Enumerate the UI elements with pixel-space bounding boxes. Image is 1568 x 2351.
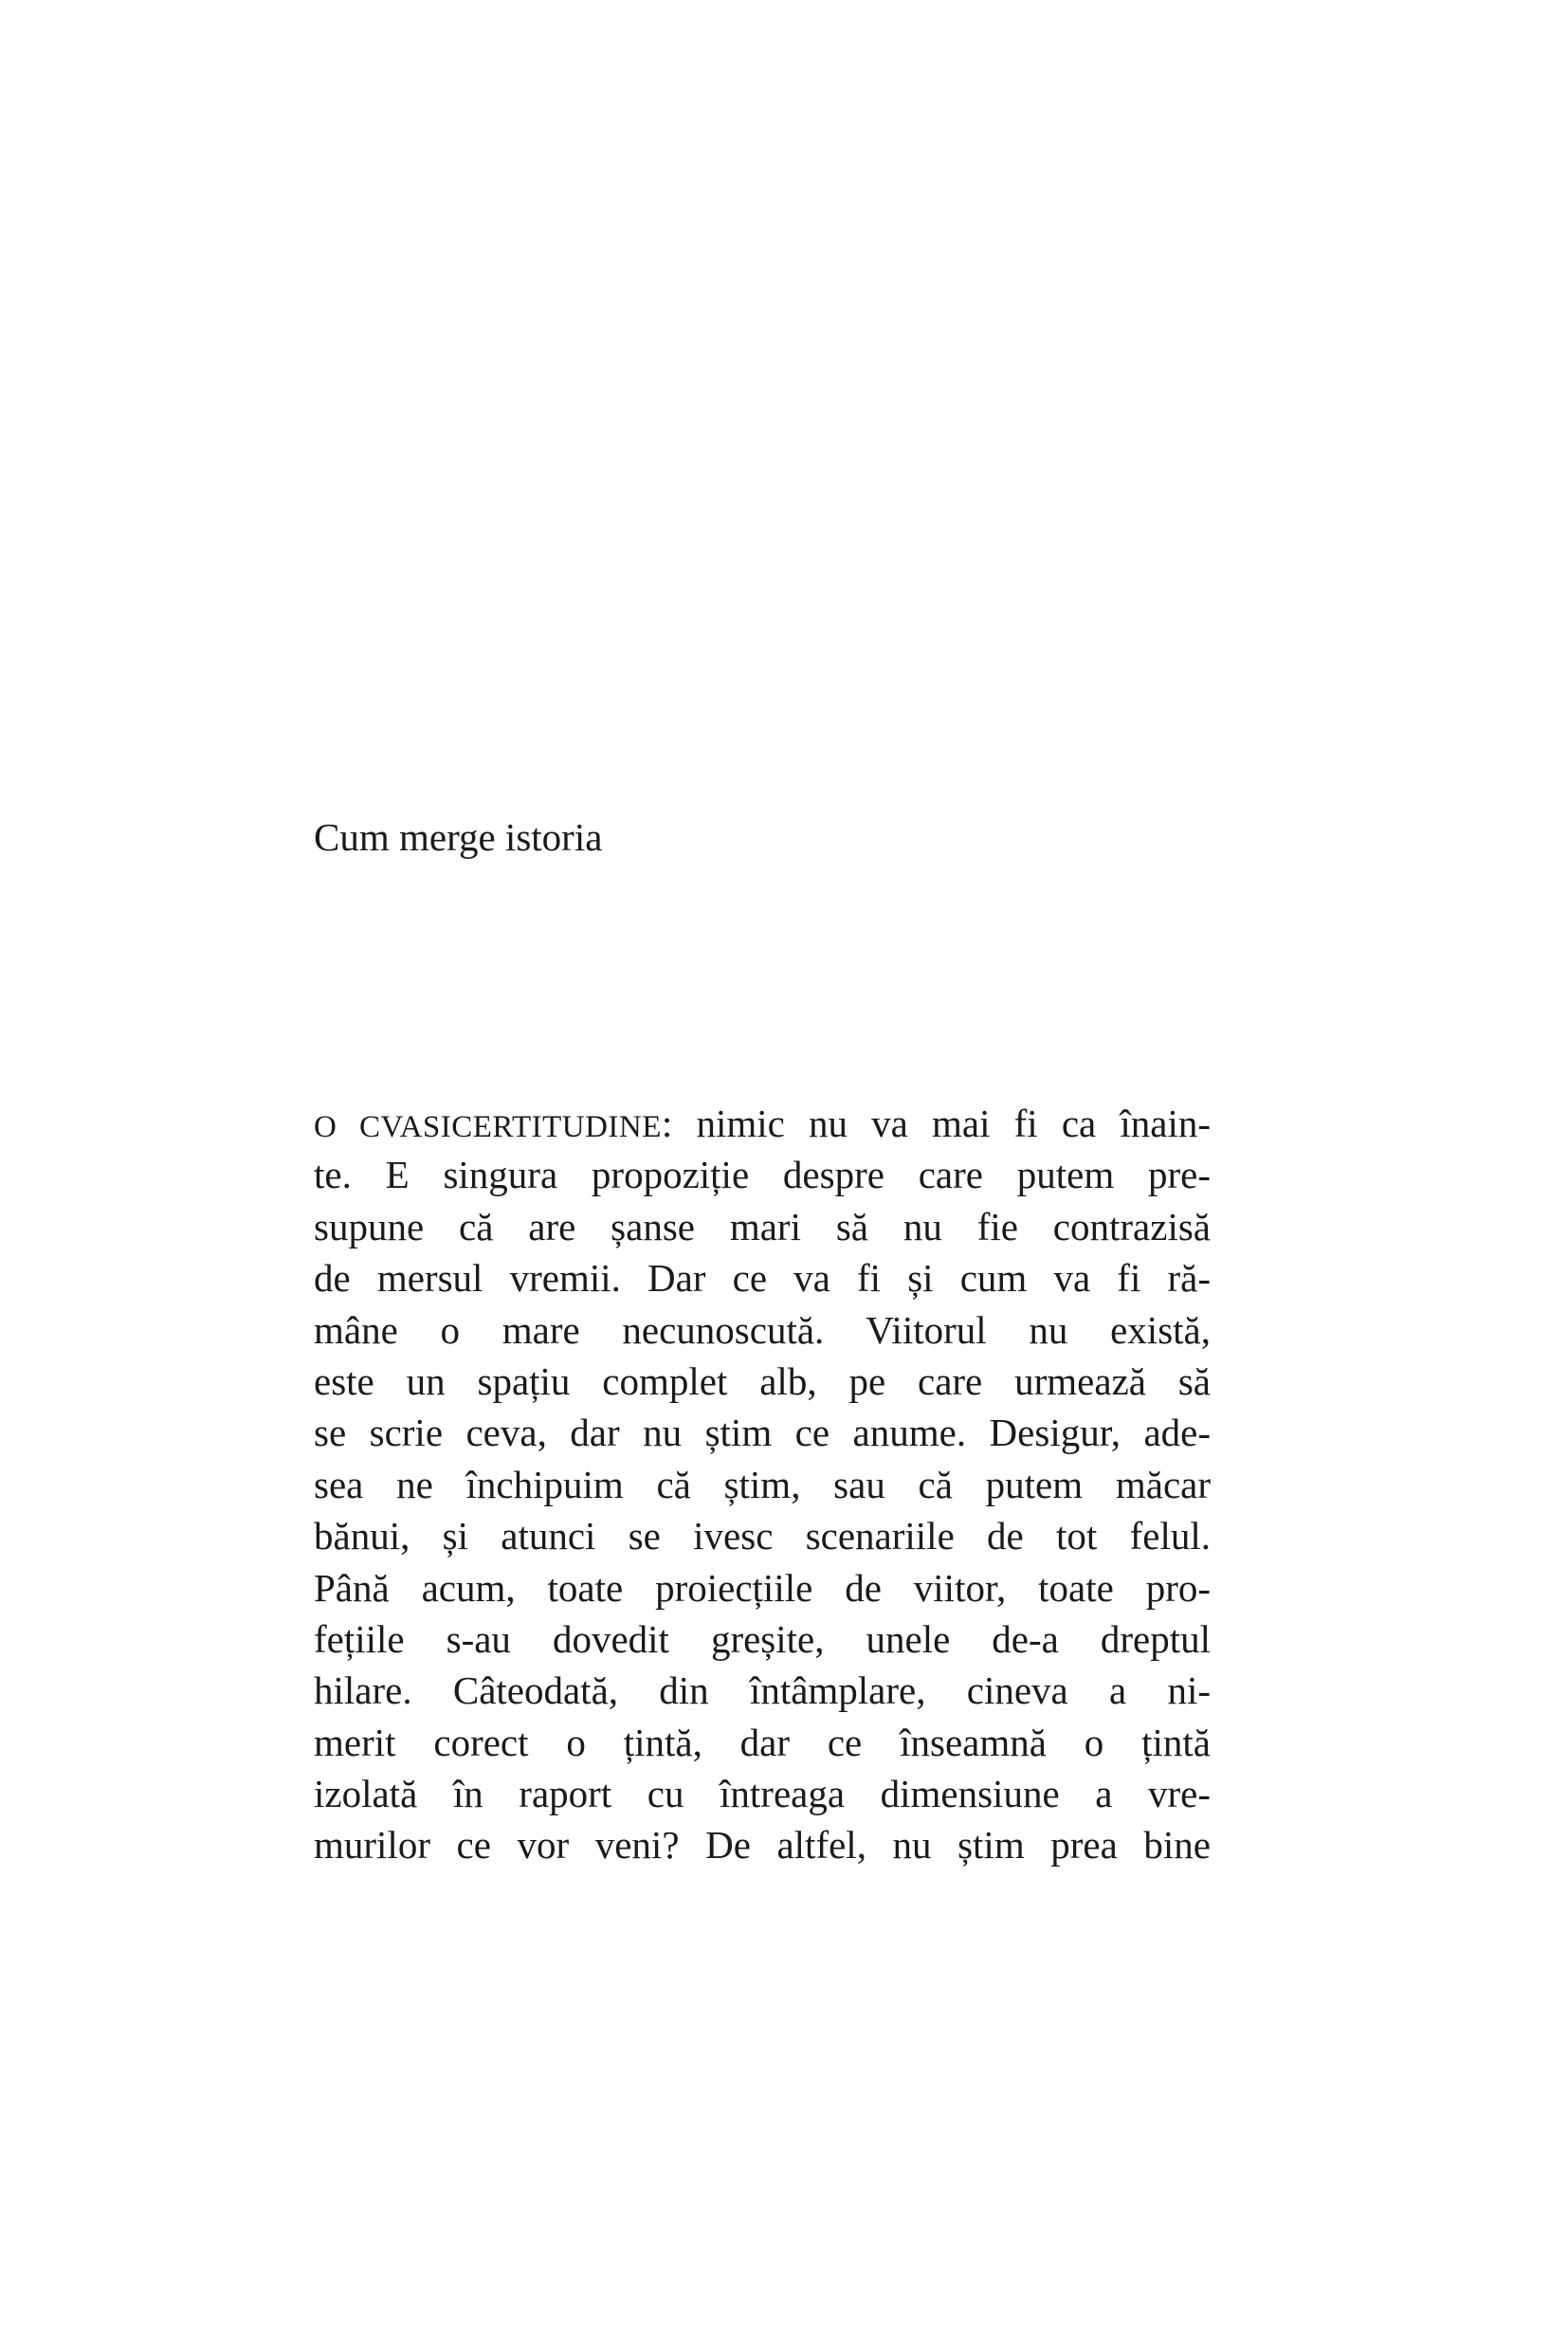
text-line-14: izolată în raport cu întreaga dimensiune a vre- <box>314 1772 1211 1816</box>
text-line-11: fețiile s-au dovedit greșite, unele de-a dreptul <box>314 1616 1211 1661</box>
text-line-4: de mersul vremii. Dar ce va fi și cum va fi ră- <box>314 1256 1211 1301</box>
opening-smallcaps: O CVASICERTITUDINE <box>314 1110 662 1144</box>
text-line-1 <box>314 1098 1211 1149</box>
text-line-10: Până acum, toate proiecțiile de viitor, toate pro- <box>314 1565 1211 1610</box>
text-line-2: te. E singura propoziție despre care putem pre- <box>314 1153 1211 1197</box>
text-line-5: mâne o mare necunoscută. Viitorul nu există, <box>314 1307 1211 1352</box>
body-text <box>314 1098 1211 1871</box>
text-line-8: sea ne închipuim că știm, sau că putem măcar <box>314 1462 1211 1506</box>
text-line-9: bănui, și atunci se ivesc scenariile de tot felul. <box>314 1514 1211 1558</box>
text-line-3: supune că are șanse mari să nu fie contrazisă <box>314 1204 1211 1248</box>
text-line-1-rest: : nimic nu va mai fi ca înain- <box>661 1102 1211 1145</box>
text-line-7: se scrie ceva, dar nu știm ce anume. Desigur, ade- <box>314 1411 1211 1455</box>
text-line-15: murilor ce vor veni? De altfel, nu știm prea bine <box>314 1823 1211 1868</box>
text-line-6: este un spațiu complet alb, pe care urmează să <box>314 1358 1211 1403</box>
chapter-title: Cum merge istoria <box>314 815 603 859</box>
text-line-12: hilare. Câteodată, din întâmplare, cineva a ni- <box>314 1668 1211 1713</box>
text-line-13: merit corect o țintă, dar ce înseamnă o țintă <box>314 1720 1211 1764</box>
